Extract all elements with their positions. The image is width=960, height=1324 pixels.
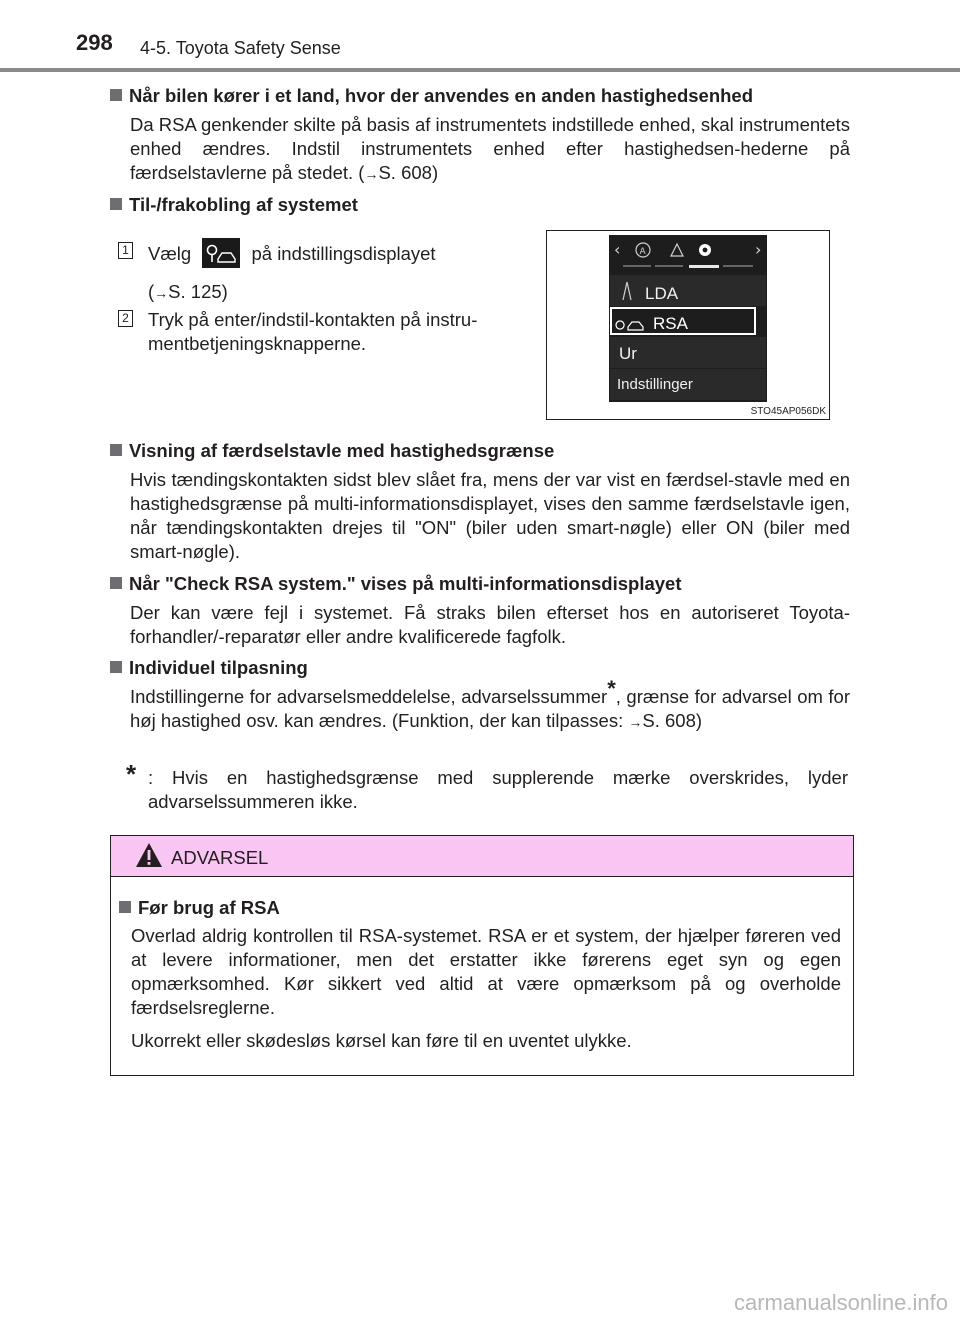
page-reference[interactable]: S. 608 bbox=[642, 710, 696, 731]
warning-title: Før brug af RSA bbox=[119, 896, 280, 920]
header-divider bbox=[0, 68, 960, 72]
step-2: 2 Tryk på enter/indstil-kontakten på instru-mentbetjeningsknapperne. bbox=[118, 308, 523, 356]
section-heading: Når "Check RSA system." vises på multi-informationsdisplayet bbox=[110, 572, 850, 596]
page-number: 298 bbox=[76, 30, 113, 55]
section-speed-sign-display bbox=[110, 439, 850, 564]
footnote: * : Hvis en hastighedsgrænse med supplerende mærke overskrides, lyder advarselssummeren ikke. bbox=[126, 759, 848, 812]
page-reference[interactable]: S. 608 bbox=[378, 162, 432, 183]
svg-text:‹: ‹ bbox=[614, 240, 621, 259]
arrow-right-icon: → bbox=[154, 285, 169, 301]
footnote-marker: * bbox=[126, 759, 137, 789]
section-body: Hvis tændingskontakten sidst blev slået fra, mens der var vist en færdsel-stavle med en hastighedsgrænse på multi-informationsdisplayet, vises den samme færdselstavle igen, når tændingskontakten drejes til "ON" (biler uden smart-nøgle) eller ON (biler med smart-nøgle). bbox=[130, 469, 850, 562]
svg-text:A: A bbox=[639, 247, 646, 257]
section-body: Der kan være fejl i systemet. Få straks bilen efterset hos en autoriseret Toyota-forhandler/-reparatør eller andre kvalificerede fagfolk. bbox=[130, 602, 850, 647]
figure-code: STO45AP056DK bbox=[750, 406, 826, 417]
step-number: 2 bbox=[118, 310, 133, 327]
square-bullet-icon bbox=[119, 901, 131, 913]
square-bullet-icon bbox=[110, 198, 122, 210]
warning-label: ADVARSEL bbox=[171, 847, 269, 868]
arrow-right-icon: → bbox=[364, 166, 379, 182]
arrow-right-icon: → bbox=[628, 714, 643, 730]
square-bullet-icon bbox=[110, 444, 122, 456]
square-bullet-icon bbox=[110, 661, 122, 673]
section-heading: Visning af færdselstavle med hastighedsgrænse bbox=[110, 439, 850, 463]
step-1: 1 Vælg på indstillingsdisplayet (→S. 125) bbox=[118, 240, 518, 305]
section-speed-unit bbox=[110, 84, 850, 186]
watermark: carmanualsonline.info bbox=[733, 1290, 948, 1315]
menu-item-settings[interactable]: Indstillinger bbox=[617, 376, 693, 393]
multi-info-display bbox=[609, 235, 767, 402]
asterisk-marker: * bbox=[607, 675, 616, 701]
section-check-rsa bbox=[110, 572, 850, 649]
settings-display-figure bbox=[546, 230, 830, 420]
menu-item-lda[interactable]: LDA bbox=[645, 284, 679, 303]
section-heading: Individuel tilpasning bbox=[110, 656, 850, 680]
warning-triangle-icon bbox=[135, 842, 163, 873]
section-title: 4-5. Toyota Safety Sense bbox=[140, 38, 341, 58]
warning-body: Overlad aldrig kontrollen til RSA-systemet. RSA er et system, der hjælper føreren ved at levere informationer, men det erstatter ikke førerens eget syn og egen opmærksomhed. Kør sikkert ved altid at være opmærksom på og overholde færdselsreglerne. Ukorrekt eller skødesløs kørsel kan føre til en uventet ulykke. bbox=[131, 925, 841, 1051]
page-reference[interactable]: S. 125 bbox=[168, 281, 222, 302]
section-customization bbox=[110, 656, 850, 734]
warning-box bbox=[110, 835, 854, 1076]
section-heading: Til-/frakobling af systemet bbox=[110, 193, 850, 217]
section-body: Indstillingerne for advarselsmeddelelse, advarselssummer*, grænse for advarsel om for høj hastighed osv. kan ændres. (Funktion, der kan tilpasses: →S. 608) bbox=[130, 675, 851, 731]
rsa-sign-icon bbox=[202, 238, 240, 268]
menu-item-clock[interactable]: Ur bbox=[619, 344, 637, 363]
menu-item-rsa[interactable]: RSA bbox=[653, 314, 688, 333]
warning-header bbox=[111, 836, 853, 877]
step-number: 1 bbox=[118, 242, 133, 259]
svg-text:›: › bbox=[755, 240, 762, 259]
section-on-off bbox=[110, 193, 850, 217]
square-bullet-icon bbox=[110, 89, 122, 101]
section-heading: Når bilen kører i et land, hvor der anvendes en anden hastighedsenhed bbox=[110, 84, 850, 108]
section-body: Da RSA genkender skilte på basis af instrumentets indstillede enhed, skal instrumentets enhed ændres. Indstil instrumentets enhed efter hastighedsen-hederne på færdselstavlerne på stedet. (→S. 608) bbox=[130, 114, 850, 183]
square-bullet-icon bbox=[110, 577, 122, 589]
